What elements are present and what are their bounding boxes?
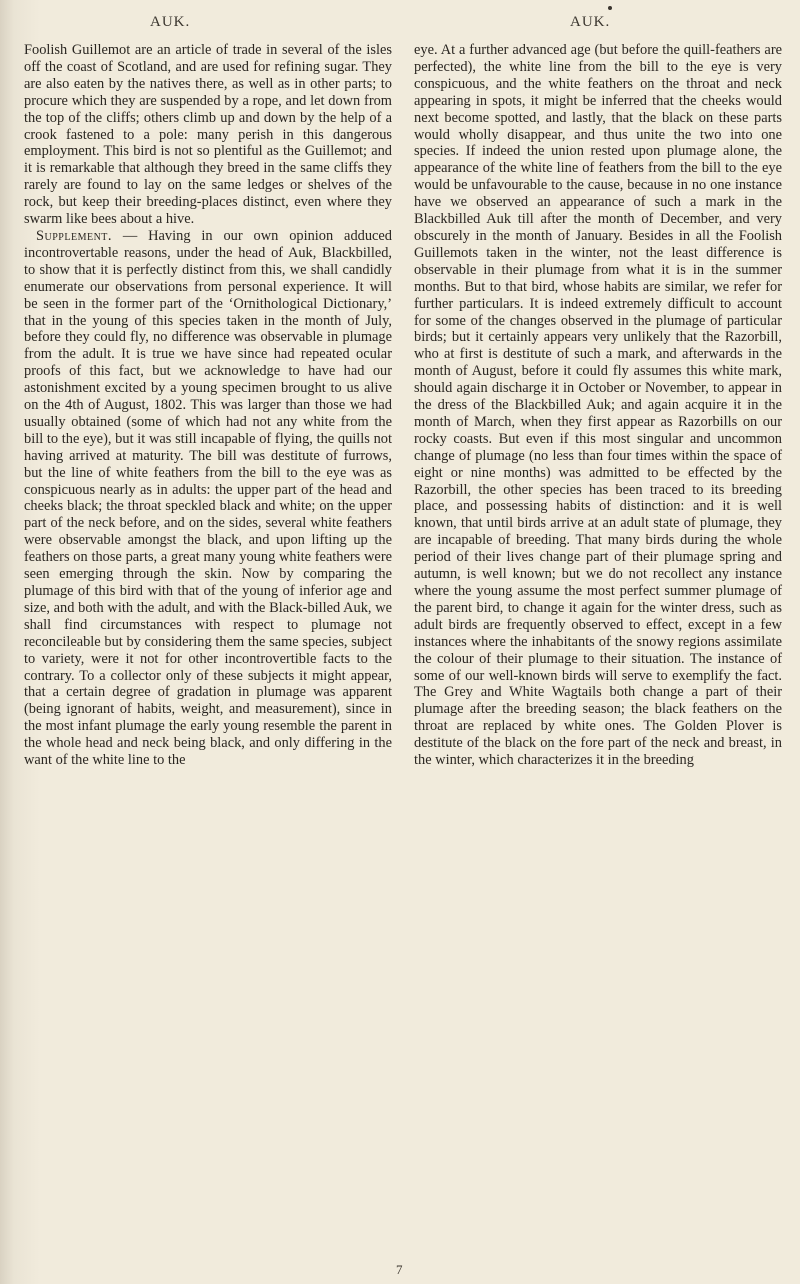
paragraph-supplement <box>24 228 392 769</box>
paragraph-guillemot-trade: Foolish Guillemot are an article of trade in several of the isles off the coast of Scotland, and are used for refining sugar. They are also eaten by the natives there, as well as in other parts; to procure which they are suspended by a rope, and let down from the top of the cliffs; others climb up and down by the help of a crook fastened to a pole: many perish in this dangerous employment. This bird is not so plentiful as the Guillemot; and it is remarkable that although they breed in the same cliffs they rarely are found to lay on the same ledges or shelves of the rock, but keep their breeding-places distinct, even where they swarm like bees about a hive. <box>24 42 392 228</box>
page-number: 7 <box>396 1262 403 1277</box>
supplement-lead: Supplement. <box>36 227 112 244</box>
print-speck <box>608 6 612 10</box>
running-header-left: AUK. <box>150 14 191 30</box>
right-text-column <box>414 42 782 769</box>
running-header-right: AUK. <box>570 14 611 30</box>
supplement-body: — Having in our own opinion adduced incontrovertable reasons, under the head of Auk, Blackbilled, to show that it is perfectly distinct from this, we shall candidly enumerate our observations from personal experience. It will be seen in the former part of the ‘Ornithological Dictionary,’ that in the young of this species taken in the month of July, before they could fly, no difference was observable in plumage from the adult. It is true we have since had repeated ocular proofs of this fact, but we acknowledge to have had our astonishment excited by a young specimen brought to us alive on the 4th of August, 1802. This was larger than those we had usually obtained (some of which had not any white from the bill to the eye), but it was still incapable of flying, the quills not having arrived at maturity. The bill was destitute of furrows, but the line of white feathers from the bill to the eye was as conspicuous nearly as in adults: the upper part of the head and cheeks black; the throat speckled black and white; on the upper part of the neck before, and on the sides, several white feathers were observable amongst the black, and upon lifting up the feathers on those parts, a great many young white feathers were seen emerging through the skin. Now by comparing the plumage of this bird with that of the young of inferior age and size, and both with the adult, and with the Black-billed Auk, we shall find circumstances with respect to plumage not reconcileable but by considering them the same species, subject to variety, were it not for other incontrovertible facts to the contrary. To a collector only of these subjects it might appear, that a certain degree of gradation in plumage was apparent (being ignorant of habits, weight, and measurement), since in the most infant plumage the early young resemble the parent in the whole head and neck being black, and only differing in the want of the white line to the <box>24 227 392 769</box>
left-text-column <box>24 42 392 769</box>
paragraph-continuation: eye. At a further advanced age (but before the quill-feathers are perfected), the white line from the bill to the eye is very conspicuous, and the white feathers on the throat and neck appearing in spots, it might be inferred that the cheeks would next become spotted, and lastly, that the black on these parts would wholly disappear, and thus unite the two into one species. If indeed the union rested upon plumage alone, the appearance of the white line of feathers from the bill to the eye would be unfavourable to the cause, because in no one instance have we observed an appearance of such a mark in the Blackbilled Auk till after the month of December, and very obscurely in the month of January. Besides in all the Foolish Guillemots taken in the winter, not the least difference is observable in their plumage from what it is in the summer months. But to that bird, whose habits are similar, we refer for further particulars. It is indeed extremely difficult to account for some of the changes observed in the plumage of particular birds; but it certainly appears very unlikely that the Razorbill, who at first is destitute of such a mark, and afterwards in the month of August, before it could fly assumes this white mark, should again discharge it in October or November, to appear in the dress of the Blackbilled Auk; and again acquire it in the month of March, when they first appear as Razorbills on our rocky coasts. But even if this most singular and uncommon change of plumage (no less than four times within the space of eight or nine months) was admitted to be effected by the Razorbill, the other species has been traced to its breeding place, and possessing habits of distinction: and it is well known, that until birds arrive at an adult state of plumage, they are incapable of breeding. That many birds during the whole period of their lives change part of their plumage spring and autumn, is well known; but we do not recollect any instance where the young assume the most perfect summer plumage of the parent bird, to change it again for the winter dress, such as adult birds are frequently observed to effect, except in a few instances where the inhabitants of the snowy regions assimilate the colour of their plumage to their situation. The instance of some of our well-known birds will serve to exemplify the fact. The Grey and White Wagtails both change a part of their plumage after the breeding season; the black feathers on the throat are replaced by white ones. The Golden Plover is destitute of the black on the fore part of the neck and breast, in the winter, which characterizes it in the breeding <box>414 42 782 769</box>
